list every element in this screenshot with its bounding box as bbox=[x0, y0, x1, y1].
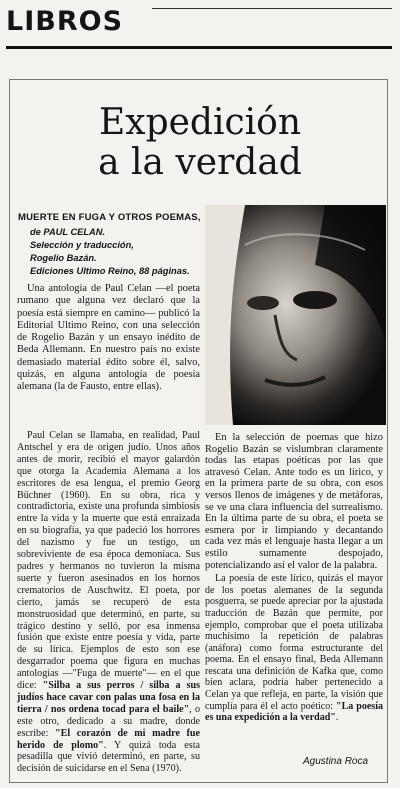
byline: Agustina Roca bbox=[303, 756, 369, 767]
column-1-top bbox=[17, 283, 200, 393]
paragraph-2 bbox=[17, 430, 200, 775]
book-author: de PAUL CELAN. bbox=[30, 227, 106, 237]
paragraph-2-part-c: . Y quizá toda esta pesadilla que vivió determinó, en parte, su decisión de suicidarse en el Sena (1970). bbox=[17, 739, 201, 775]
book-selection: Selección y traducción, bbox=[30, 240, 134, 250]
book-publisher: Ediciones Ultimo Reino, 88 páginas. bbox=[30, 266, 190, 276]
section-header bbox=[6, 6, 392, 49]
paragraph-4-part-a: La poesía de este lírico, quizás el mayor de los poetas alemanes de la segunda posguerra, se puede apreciar por la ajustada traducción de Bazán que permite, por ejemplo, comprobar que el poeta utilizaba muchísimo la repetición de palabras (anáfora) como forma estructurante del poema. En el ensayo final, Beda Allemann rescata una definición de Kafka que, como bien aclara, podría haber pertenecido a Celan ya que refleja, en parte, la visión que cumplía para él el acto poético: bbox=[205, 573, 383, 712]
quote-poesia: "La poesía es una expedición a la verdad" bbox=[205, 700, 383, 724]
paragraph-3-start: En la selección de poemas que hizo Rogelio Bazán se vislumbran claramente todas las etapas poéticas por las que atravesó Celan. Ante todo es un lírico, y en la primera parte de su obra, con esos versos llenos de imágenes y de metáforas, se ve una clara influencia del surrealismo. En la última parte de su obra, el poeta se esmera por ir limpiando y decantando cada vez más el lenguaje hasta llegar a un estilo sumamente despojado, potencializando así el valor de la palabra. bbox=[205, 432, 383, 571]
paragraph-1: Una antología de Paul Celan —el poeta rumano que alguna vez declaró que la poesía está siempre en camino— publicó la Editorial Ultimo Reino, con una selección de Rogelio Bazán y un ensayo inédito de Beda Allemann. En nuestro país no existe demasiado material édito sobre él, salvo, quizás, en alguna antología de poesía alemana (la de Fausto, entre ellas). bbox=[17, 283, 200, 392]
paragraph-4-part-b: . bbox=[335, 712, 339, 724]
book-credits bbox=[30, 226, 190, 278]
paragraph-4 bbox=[205, 573, 383, 724]
paragraph-2-part-b: , o este otro, dedicado a su madre, donde escribe: bbox=[17, 703, 201, 739]
column-2 bbox=[205, 432, 383, 724]
book-title: MUERTE EN FUGA Y OTROS POEMAS, bbox=[18, 212, 201, 223]
paragraph-2-part-a: Paul Celan se llamaba, en realidad, Paul Antschel y era de origen judío. Unos años antes de morir, recibió el mayor galardón que otorga la Academia Alemana a los escritores de esa lengua, el premio Georg Büchner (1960). En su obra, rica y contradictoria, existe una profunda simbiosis entre la vida y la muerte que está enraizada en su biografía, ya que padeció los horrores del nazismo y fue un testigo, un sobreviviente de esa época demoníaca. Sus padres y hermanos no tuvieron la misma suerte y fueron asesinados en los hornos crematorios de Auschwitz. El poeta, por cierto, jamás se recuperó de esta monstruosidad que determinó, en parte, su trágico destino y selló, por esa inmensa fusión que existe entre poesía y vida, parte de su lírica. Ejemplos de esto son ese desgarrador poema que figura en muchas antologías —"Fuga de muerte"— en el que dice: bbox=[17, 430, 200, 692]
section-title: LIBROS bbox=[6, 6, 124, 37]
column-1-bottom bbox=[17, 430, 200, 775]
headline-line-2: a la verdad bbox=[98, 142, 302, 183]
author-portrait bbox=[205, 205, 386, 425]
book-translator: Rogelio Bazán. bbox=[30, 253, 97, 263]
headline-line-1: Expedición bbox=[98, 102, 302, 143]
quote-madre: "El corazón de mi madre fue herido de plomo" bbox=[17, 727, 200, 751]
section-rule bbox=[152, 8, 392, 9]
quote-fuga: "Silba a sus perros / silba a sus judíos hace cavar con palas una fosa en la tierra / nos ordena tocad para el baile" bbox=[17, 680, 200, 715]
